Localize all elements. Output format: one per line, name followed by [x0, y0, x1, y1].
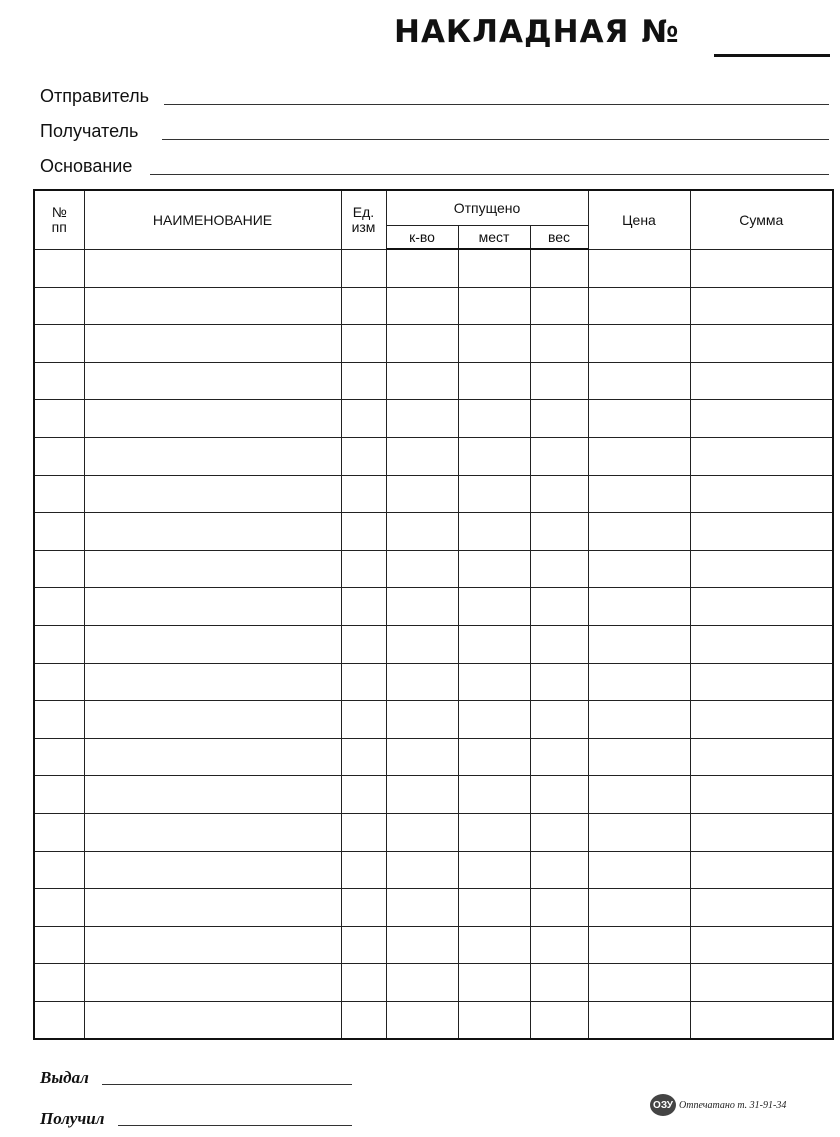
table-cell[interactable] — [458, 663, 530, 701]
column-header-unit — [341, 190, 386, 249]
table-cell[interactable] — [458, 964, 530, 1002]
col-places-label: мест — [478, 229, 510, 245]
table-cell[interactable] — [341, 550, 386, 588]
table-cell[interactable] — [458, 362, 530, 400]
col-released-label: Отпущено — [453, 200, 521, 216]
table-cell[interactable] — [386, 287, 458, 325]
table-cell[interactable] — [34, 1001, 84, 1039]
table-cell[interactable] — [690, 776, 833, 814]
col-sum-label: Сумма — [739, 211, 784, 228]
recipient-input-line[interactable] — [162, 139, 829, 140]
table-cell[interactable] — [530, 889, 588, 927]
table-cell[interactable] — [690, 325, 833, 363]
table-cell[interactable] — [530, 776, 588, 814]
table-cell[interactable] — [341, 738, 386, 776]
table-cell[interactable] — [341, 362, 386, 400]
table-cell[interactable] — [458, 325, 530, 363]
table-cell[interactable] — [530, 663, 588, 701]
table-cell[interactable] — [386, 813, 458, 851]
table-row — [34, 1001, 833, 1039]
table-cell[interactable] — [34, 249, 84, 287]
table-cell[interactable] — [84, 701, 341, 739]
basis-label: Основание — [40, 156, 133, 176]
table-cell[interactable] — [341, 889, 386, 927]
table-cell[interactable] — [530, 325, 588, 363]
table-row — [34, 588, 833, 626]
table-row — [34, 663, 833, 701]
table-cell[interactable] — [690, 287, 833, 325]
table-row — [34, 475, 833, 513]
table-cell[interactable] — [530, 851, 588, 889]
table-cell[interactable] — [34, 625, 84, 663]
table-cell[interactable] — [84, 437, 341, 475]
table-cell[interactable] — [588, 625, 690, 663]
table-cell[interactable] — [458, 287, 530, 325]
table-cell[interactable] — [386, 588, 458, 626]
table-cell[interactable] — [84, 475, 341, 513]
table-cell[interactable] — [588, 1001, 690, 1039]
table-cell[interactable] — [34, 889, 84, 927]
col-weight-label: вес — [547, 229, 571, 245]
issued-signature — [40, 1068, 89, 1088]
table-cell[interactable] — [341, 663, 386, 701]
col-qty-label: к-во — [409, 229, 435, 245]
table-cell[interactable] — [690, 400, 833, 438]
table-cell[interactable] — [34, 663, 84, 701]
table-cell[interactable] — [458, 588, 530, 626]
table-cell[interactable] — [84, 625, 341, 663]
column-header-number — [34, 190, 84, 249]
table-cell[interactable] — [530, 400, 588, 438]
table-cell[interactable] — [458, 701, 530, 739]
table-cell[interactable] — [458, 400, 530, 438]
printer-logo: ОЗУ — [650, 1094, 676, 1116]
table-row — [34, 362, 833, 400]
table-cell[interactable] — [386, 926, 458, 964]
table-cell[interactable] — [458, 926, 530, 964]
table-cell[interactable] — [690, 663, 833, 701]
table-cell[interactable] — [588, 362, 690, 400]
table-cell[interactable] — [530, 926, 588, 964]
table-cell[interactable] — [84, 889, 341, 927]
table-cell[interactable] — [34, 926, 84, 964]
table-cell[interactable] — [84, 851, 341, 889]
table-cell[interactable] — [588, 588, 690, 626]
table-cell[interactable] — [588, 287, 690, 325]
table-cell[interactable] — [458, 475, 530, 513]
basis-input-line[interactable] — [150, 174, 829, 175]
column-header-places — [458, 226, 530, 250]
table-cell[interactable] — [690, 475, 833, 513]
column-header-name — [84, 190, 341, 249]
table-cell[interactable] — [458, 437, 530, 475]
table-cell[interactable] — [386, 625, 458, 663]
column-header-quantity — [386, 226, 458, 250]
table-cell[interactable] — [530, 362, 588, 400]
table-cell[interactable] — [458, 625, 530, 663]
table-cell[interactable] — [458, 513, 530, 551]
table-cell[interactable] — [588, 400, 690, 438]
table-cell[interactable] — [84, 249, 341, 287]
table-cell[interactable] — [84, 663, 341, 701]
table-cell[interactable] — [34, 362, 84, 400]
col-num-label: № пп — [51, 203, 67, 235]
table-row — [34, 964, 833, 1002]
table-cell[interactable] — [588, 964, 690, 1002]
table-cell[interactable] — [588, 513, 690, 551]
col-name-label: НАИМЕНОВАНИЕ — [152, 211, 273, 228]
table-cell[interactable] — [458, 776, 530, 814]
table-cell[interactable] — [84, 776, 341, 814]
table-cell[interactable] — [84, 588, 341, 626]
table-cell[interactable] — [341, 588, 386, 626]
table-row — [34, 701, 833, 739]
table-cell[interactable] — [386, 437, 458, 475]
table-cell[interactable] — [458, 249, 530, 287]
table-cell[interactable] — [588, 776, 690, 814]
table-cell[interactable] — [690, 926, 833, 964]
table-cell[interactable] — [341, 964, 386, 1002]
table-row — [34, 926, 833, 964]
table-cell[interactable] — [690, 550, 833, 588]
table-cell[interactable] — [530, 738, 588, 776]
table-cell[interactable] — [588, 437, 690, 475]
table-cell[interactable] — [458, 738, 530, 776]
table-cell[interactable] — [386, 776, 458, 814]
invoice-number-line — [714, 54, 830, 57]
table-cell[interactable] — [341, 776, 386, 814]
table-cell[interactable] — [341, 701, 386, 739]
table-cell[interactable] — [530, 625, 588, 663]
table-cell[interactable] — [34, 475, 84, 513]
table-cell[interactable] — [690, 701, 833, 739]
recipient-field — [40, 121, 138, 142]
table-cell[interactable] — [386, 738, 458, 776]
table-cell[interactable] — [341, 475, 386, 513]
column-header-price — [588, 190, 690, 249]
table-cell[interactable] — [341, 249, 386, 287]
table-cell[interactable] — [84, 400, 341, 438]
table-cell[interactable] — [34, 287, 84, 325]
sender-label: Отправитель — [40, 86, 149, 106]
printer-text: Отпечатано т. 31-91-34 — [679, 1099, 787, 1111]
table-cell[interactable] — [386, 663, 458, 701]
table-cell[interactable] — [530, 287, 588, 325]
table-cell[interactable] — [690, 1001, 833, 1039]
table-cell[interactable] — [530, 701, 588, 739]
table-cell[interactable] — [341, 325, 386, 363]
table-cell[interactable] — [386, 400, 458, 438]
invoice-table — [33, 189, 834, 1040]
table-cell[interactable] — [458, 1001, 530, 1039]
table-cell[interactable] — [34, 400, 84, 438]
table-cell[interactable] — [386, 513, 458, 551]
table-cell[interactable] — [341, 513, 386, 551]
table-row — [34, 889, 833, 927]
table-cell[interactable] — [341, 437, 386, 475]
table-cell[interactable] — [530, 437, 588, 475]
table-cell[interactable] — [530, 964, 588, 1002]
table-cell[interactable] — [386, 249, 458, 287]
table-cell[interactable] — [386, 964, 458, 1002]
table-cell[interactable] — [690, 362, 833, 400]
table-cell[interactable] — [690, 889, 833, 927]
table-cell[interactable] — [588, 889, 690, 927]
column-header-weight — [530, 226, 588, 250]
table-cell[interactable] — [84, 513, 341, 551]
table-cell[interactable] — [690, 437, 833, 475]
table-cell[interactable] — [458, 851, 530, 889]
table-cell[interactable] — [690, 588, 833, 626]
table-cell[interactable] — [530, 475, 588, 513]
table-cell[interactable] — [386, 475, 458, 513]
table-row — [34, 249, 833, 287]
table-cell[interactable] — [690, 964, 833, 1002]
received-signature-line[interactable] — [118, 1125, 352, 1126]
table-cell[interactable] — [386, 325, 458, 363]
table-row — [34, 550, 833, 588]
document-title: НАКЛАДНАЯ № — [394, 14, 680, 50]
table-cell[interactable] — [341, 1001, 386, 1039]
table-cell[interactable] — [588, 249, 690, 287]
table-cell[interactable] — [84, 964, 341, 1002]
table-cell[interactable] — [34, 738, 84, 776]
table-cell[interactable] — [341, 813, 386, 851]
table-cell[interactable] — [588, 926, 690, 964]
table-cell[interactable] — [341, 926, 386, 964]
table-cell[interactable] — [458, 550, 530, 588]
table-cell[interactable] — [341, 625, 386, 663]
column-header-sum — [690, 190, 833, 249]
table-cell[interactable] — [530, 513, 588, 551]
table-cell[interactable] — [530, 1001, 588, 1039]
table-row — [34, 437, 833, 475]
table-cell[interactable] — [588, 550, 690, 588]
table-cell[interactable] — [386, 851, 458, 889]
table-cell[interactable] — [530, 588, 588, 626]
table-cell[interactable] — [386, 889, 458, 927]
table-cell[interactable] — [84, 1001, 341, 1039]
table-row — [34, 287, 833, 325]
table-cell[interactable] — [84, 813, 341, 851]
sender-input-line[interactable] — [164, 104, 829, 105]
table-cell[interactable] — [34, 437, 84, 475]
received-signature — [40, 1109, 104, 1129]
table-cell[interactable] — [588, 663, 690, 701]
table-cell[interactable] — [386, 362, 458, 400]
table-cell[interactable] — [588, 813, 690, 851]
table-cell[interactable] — [588, 325, 690, 363]
table-cell[interactable] — [690, 813, 833, 851]
table-cell[interactable] — [386, 1001, 458, 1039]
table-row — [34, 625, 833, 663]
table-cell[interactable] — [34, 588, 84, 626]
table-body — [34, 249, 833, 1039]
table-row — [34, 513, 833, 551]
table-cell[interactable] — [34, 701, 84, 739]
table-row — [34, 400, 833, 438]
table-cell[interactable] — [34, 513, 84, 551]
table-cell[interactable] — [690, 851, 833, 889]
table-cell[interactable] — [34, 776, 84, 814]
col-unit-label: Ед. изм — [351, 203, 376, 235]
table-cell[interactable] — [458, 889, 530, 927]
table-cell[interactable] — [588, 475, 690, 513]
table-cell[interactable] — [341, 287, 386, 325]
table-cell[interactable] — [588, 851, 690, 889]
table-cell[interactable] — [530, 550, 588, 588]
table-cell[interactable] — [530, 249, 588, 287]
sender-field — [40, 86, 149, 107]
table-cell[interactable] — [341, 851, 386, 889]
table-cell[interactable] — [34, 325, 84, 363]
table-cell[interactable] — [588, 738, 690, 776]
table-cell[interactable] — [690, 625, 833, 663]
col-price-label: Цена — [622, 211, 656, 228]
table-cell[interactable] — [84, 362, 341, 400]
table-row — [34, 325, 833, 363]
received-label: Получил — [40, 1109, 105, 1128]
recipient-label: Получатель — [40, 121, 139, 141]
table-cell[interactable] — [34, 550, 84, 588]
table-cell[interactable] — [34, 964, 84, 1002]
table-cell[interactable] — [690, 249, 833, 287]
table-cell[interactable] — [34, 851, 84, 889]
basis-field — [40, 156, 132, 177]
table-row — [34, 776, 833, 814]
table-cell[interactable] — [84, 325, 341, 363]
table-cell[interactable] — [84, 738, 341, 776]
table-cell[interactable] — [341, 400, 386, 438]
table-cell[interactable] — [84, 287, 341, 325]
table-cell[interactable] — [386, 550, 458, 588]
table-cell[interactable] — [588, 701, 690, 739]
table-cell[interactable] — [690, 738, 833, 776]
table-cell[interactable] — [84, 550, 341, 588]
table-row — [34, 851, 833, 889]
issued-label: Выдал — [40, 1068, 89, 1087]
table-cell[interactable] — [34, 813, 84, 851]
issued-signature-line[interactable] — [102, 1084, 352, 1085]
column-header-released — [386, 190, 588, 226]
printer-imprint — [650, 1094, 786, 1116]
table-cell[interactable] — [84, 926, 341, 964]
table-cell[interactable] — [530, 813, 588, 851]
table-cell[interactable] — [386, 701, 458, 739]
table-cell[interactable] — [690, 513, 833, 551]
table-row — [34, 738, 833, 776]
table-cell[interactable] — [458, 813, 530, 851]
table-row — [34, 813, 833, 851]
